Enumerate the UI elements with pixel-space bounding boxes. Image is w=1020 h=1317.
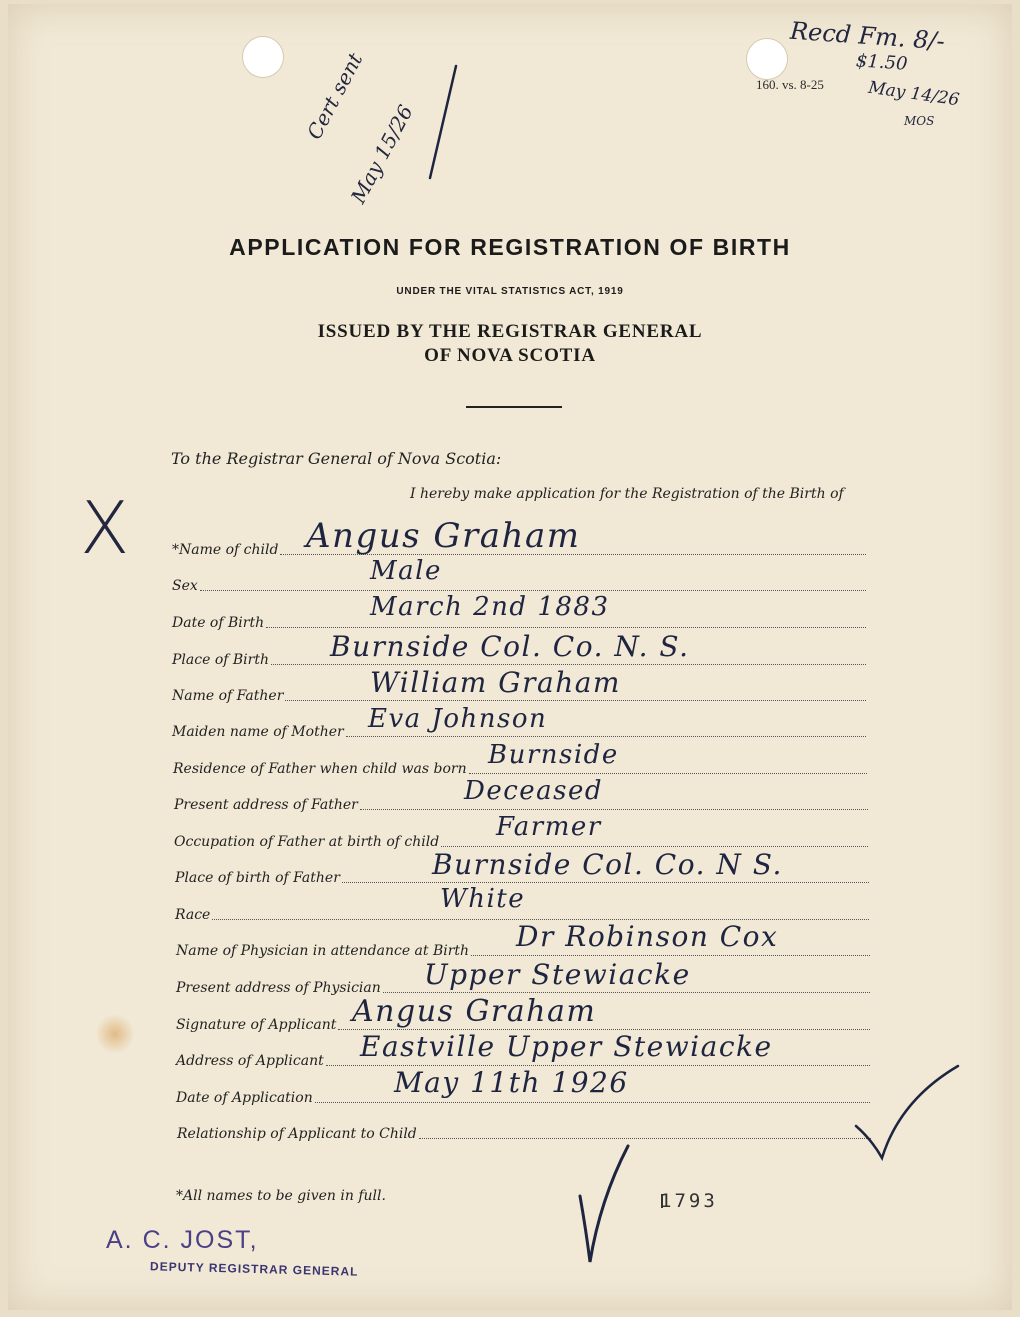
cert-date-note: May 15/26: [346, 100, 418, 208]
field-label: Race: [175, 907, 211, 923]
field-label: Maiden name of Mother: [172, 724, 344, 740]
field-label: Address of Applicant: [176, 1053, 324, 1069]
issuer-line-2: OF NOVA SCOTIA: [424, 345, 596, 366]
initials-note: MOS: [904, 114, 935, 128]
field-label: Relationship of Applicant to Child: [177, 1126, 417, 1142]
value-residence-of-father: Burnside: [488, 740, 619, 770]
value-name-of-physician: Dr Robinson Cox: [516, 920, 779, 953]
value-occupation-of-father: Farmer: [496, 812, 602, 842]
act-subtitle: UNDER THE VITAL STATISTICS ACT, 1919: [396, 286, 624, 297]
received-date-note: May 14/26: [867, 77, 961, 111]
footnote: *All names to be given in full.: [176, 1188, 386, 1204]
value-address-of-applicant: Eastville Upper Stewiacke: [360, 1030, 773, 1063]
field-label: Place of birth of Father: [175, 870, 340, 886]
margin-x-mark: X: [80, 486, 130, 570]
field-label: Name of Physician in attendance at Birth: [176, 943, 470, 959]
field-label: Present address of Father: [174, 797, 358, 813]
field-label: Occupation of Father at birth of child: [174, 834, 440, 850]
serial-number: 1793: [660, 1190, 718, 1212]
value-date-of-application: May 11th 1926: [394, 1066, 629, 1099]
value-date-of-birth: March 2nd 1883: [370, 592, 610, 622]
cert-sent-note: Cert sent: [302, 48, 368, 144]
field-label: Date of Birth: [172, 615, 265, 631]
check-mark-bottom: [580, 1146, 628, 1262]
form-title: APPLICATION FOR REGISTRATION OF BIRTH: [229, 234, 791, 260]
field-label: Sex: [172, 578, 198, 594]
value-race: White: [440, 884, 526, 914]
field-label: *Name of child: [172, 542, 279, 558]
received-note: Recd Fm. 8/-: [789, 16, 946, 56]
field-label: Place of Birth: [172, 652, 269, 668]
value-place-of-birth-of-father: Burnside Col. Co. N S.: [432, 848, 783, 881]
intro-statement: I hereby make application for the Registration of the Birth of: [410, 486, 844, 502]
addressee: To the Registrar General of Nova Scotia:: [171, 449, 502, 468]
field-label: Present address of Physician: [176, 980, 381, 996]
form-code: 160. vs. 8-25: [756, 77, 824, 92]
value-signature-of-applicant: Angus Graham: [352, 994, 597, 1029]
value-address-of-physician: Upper Stewiacke: [424, 958, 691, 991]
field-label: Date of Application: [176, 1090, 313, 1106]
value-sex: Male: [370, 556, 442, 586]
check-mark-right: [856, 1066, 958, 1158]
value-name-of-father: William Graham: [370, 666, 621, 699]
value-present-address-of-father: Deceased: [464, 776, 604, 806]
field-label: Residence of Father when child was born: [173, 761, 467, 777]
value-maiden-name-of-mother: Eva Johnson: [368, 704, 548, 734]
issuer-line-1: ISSUED BY THE REGISTRAR GENERAL: [317, 321, 703, 342]
slash-stroke: [430, 66, 456, 178]
stamp-name: A. C. JOST,: [106, 1226, 259, 1254]
value-place-of-birth: Burnside Col. Co. N. S.: [330, 630, 690, 663]
value-name-of-child: Angus Graham: [306, 516, 581, 556]
fee-note: $1.50: [855, 50, 909, 75]
field-label: Name of Father: [172, 688, 284, 704]
stamp-title: DEPUTY REGISTRAR GENERAL: [149, 1259, 359, 1279]
field-label: Signature of Applicant: [176, 1017, 337, 1033]
